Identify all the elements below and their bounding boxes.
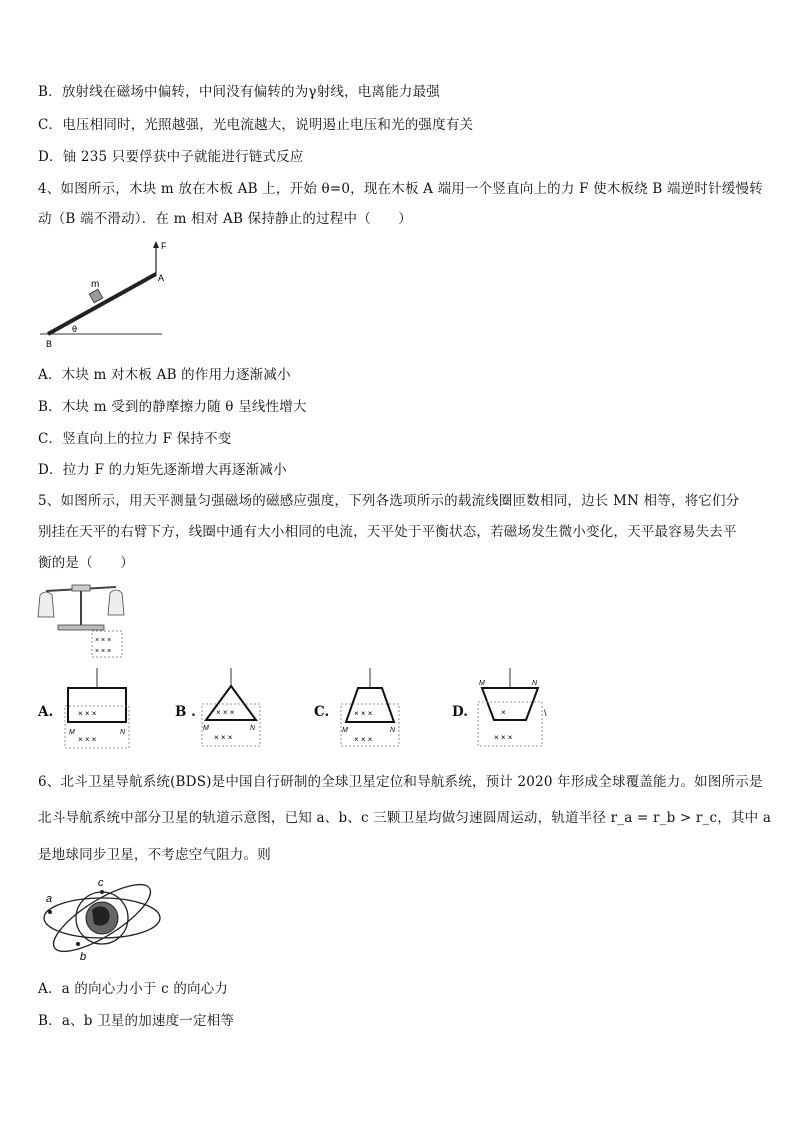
label-m: M: [479, 680, 485, 687]
q4-option-a: A．木块 m 对木板 AB 的作用力逐渐减小: [38, 367, 291, 383]
satellite-a: [48, 910, 52, 914]
label-n: N: [390, 727, 396, 734]
satellite-b: [76, 942, 80, 946]
label-m: M: [69, 729, 75, 736]
q5-option-c-label: C.: [314, 704, 330, 720]
label-b: B: [46, 339, 53, 349]
label-b: b: [80, 951, 87, 963]
q6-option-b: B．a、b 卫星的加速度一定相等: [38, 1013, 235, 1029]
label-n: N: [532, 680, 538, 687]
q4-stem-line2: 动（B 端不滑动）．在 m 相对 AB 保持静止的过程中（ ）: [38, 211, 412, 227]
q5-balance-figure: [36, 581, 128, 661]
force-f-arrowhead: [153, 241, 159, 248]
label-a: a: [46, 893, 53, 905]
q5-stem-line3: 衡的是（ ）: [38, 555, 134, 571]
q5-option-c-figure: [336, 666, 404, 750]
label-f: F: [161, 241, 166, 251]
cross-row: × × ×: [494, 733, 513, 742]
stray-mark: \: [544, 708, 547, 718]
cross-row: × × ×: [214, 733, 233, 742]
cross-row: × × ×: [78, 735, 97, 744]
q4-option-c: C．竖直向上的拉力 F 保持不变: [38, 431, 232, 447]
label-m: M: [203, 725, 209, 732]
label-a: A: [158, 273, 165, 283]
q6-stem-line1: 6、北斗卫星导航系统(BDS)是中国自行研制的全球卫星定位和导航系统，预计 2020 年形成全球覆盖能力。如图所示是: [38, 774, 763, 790]
q6-stem-line2: 北斗导航系统中部分卫星的轨道示意图，已知 a、b、c 三颗卫星均做匀速圆周运动，轨道半径 r_a = r_b > r_c，其中 a: [38, 810, 772, 826]
q3-option-b: B．放射线在磁场中偏转，中间没有偏转的为γ射线，电离能力最强: [38, 84, 440, 100]
cross-row: × × ×: [354, 709, 373, 718]
cross-single: ×: [501, 708, 506, 717]
label-n: N: [250, 725, 256, 732]
q6-orbit-figure: [38, 872, 166, 964]
satellite-c: [100, 890, 104, 894]
q5-stem-line2: 别挂在天平的右臂下方，线圈中通有大小相同的电流，天平处于平衡状态，若磁场发生微小变化，天平最容易失去平: [38, 524, 737, 540]
board-ab: [48, 274, 156, 334]
q5-option-a-label: A.: [38, 704, 54, 720]
coil-inverted-trapezoid: [482, 688, 538, 720]
cross-row: × × ×: [78, 709, 97, 718]
q4-option-d: D．拉力 F 的力矩先逐渐增大再逐渐减小: [38, 462, 287, 478]
label-m: M: [342, 727, 348, 734]
q4-incline-figure: [36, 236, 166, 350]
q4-stem-line1: 4、如图所示，木块 m 放在木板 AB 上，开始 θ=0，现在木板 A 端用一个竖直向上的力 F 使木板绕 B 端逆时针缓慢转: [38, 181, 763, 197]
q6-option-a: A．a 的向心力小于 c 的向心力: [38, 981, 229, 997]
q5-option-d-label: D.: [452, 704, 468, 720]
cross-row: × × ×: [354, 735, 373, 744]
q3-option-d: D．铀 235 只要俘获中子就能进行链式反应: [38, 149, 304, 165]
q5-option-d-figure: [474, 666, 552, 750]
earth-land: [92, 906, 110, 925]
field-crosses-bottom: × × ×: [95, 648, 112, 655]
label-n: N: [120, 729, 126, 736]
q5-option-b-label: B .: [175, 704, 196, 720]
q6-stem-line3: 是地球同步卫星，不考虑空气阻力。则: [38, 847, 271, 863]
right-pan: [108, 590, 124, 615]
coil-rectangle: [68, 688, 126, 722]
block-m: [89, 289, 103, 303]
label-theta: θ: [72, 324, 78, 334]
balance-base: [58, 625, 104, 630]
q3-option-c: C．电压相同时，光照越强，光电流越大，说明遏止电压和光的强度有关: [38, 117, 474, 133]
q5-option-b-figure: [198, 666, 264, 750]
q5-stem-line1: 5、如图所示，用天平测量匀强磁场的磁感应强度，下列各选项所示的载流线圈匝数相同，边长 MN 相等，将它们分: [38, 493, 740, 509]
cross-row: × × ×: [216, 708, 235, 717]
field-crosses-top: × × ×: [95, 637, 112, 644]
q5-option-a-figure: [60, 666, 134, 750]
left-pan: [38, 592, 54, 617]
label-m: m: [91, 279, 100, 290]
label-c: c: [98, 877, 104, 889]
q4-option-b: B．木块 m 受到的静摩擦力随 θ 呈线性增大: [38, 399, 307, 415]
